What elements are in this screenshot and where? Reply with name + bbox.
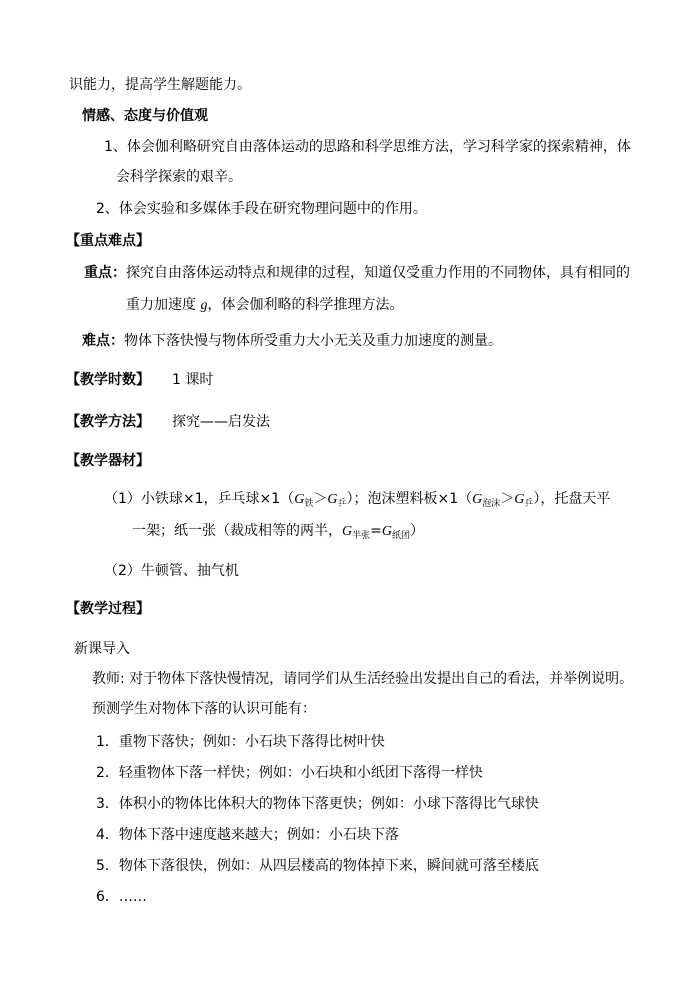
equipment-1	[104, 490, 610, 513]
emotion-item-1-cont: 会科学探索的艰辛。	[116, 169, 242, 185]
equip1-g6: G	[381, 524, 392, 539]
equipment-1-cont	[132, 522, 424, 545]
equip1-g3: G	[472, 492, 483, 507]
equip1-sub3: 泡沫	[482, 499, 501, 509]
prediction-item-2: 2．轻重物体下落一样快；例如：小石块和小纸团下落得一样快	[96, 765, 483, 781]
difficulty-text: 物体下落快慢与物体所受重力大小无关及重力加速度的测量。	[124, 333, 502, 349]
method-value: 探究——启发法	[172, 414, 270, 430]
teaching-hours	[66, 371, 213, 389]
equip1-g2: G	[327, 492, 338, 507]
key-point-cont	[126, 296, 403, 315]
heading-hours: 【教学时数】	[66, 372, 150, 388]
equip1-d: 一架；纸一张（裁成相等的两半，	[132, 523, 342, 539]
key-text-b2: ，体会伽利略的科学推理方法。	[207, 297, 404, 313]
heading-process: 【教学过程】	[66, 601, 150, 617]
equip1-sub2: 乒	[337, 499, 347, 509]
new-lesson-intro: 新课导入	[74, 641, 130, 657]
text-line-1: 识能力，提高学生解题能力。	[69, 77, 251, 93]
key-text-b1: 重力加速度	[126, 297, 196, 313]
gravity-g-symbol: g	[200, 298, 208, 313]
equipment-2: （2）牛顿管、抽气机	[104, 563, 239, 579]
teaching-method	[66, 413, 270, 431]
equip1-sub5: 半张	[352, 531, 371, 541]
hours-value: 1 课时	[172, 372, 214, 388]
equip1-gt2: ＞	[500, 491, 515, 507]
equip1-sub4: 乒	[524, 499, 534, 509]
equip1-b: ）；泡沫塑料板×1（	[346, 491, 473, 507]
heading-method: 【教学方法】	[66, 414, 150, 430]
section-emotion-heading: 情感、态度与价值观	[82, 108, 208, 124]
equip1-g4: G	[514, 492, 525, 507]
equip1-sub1: 铁	[304, 499, 314, 509]
prediction-item-3: 3．体积小的物体比体积大的物体下落更快；例如：小球下落得比气球快	[96, 796, 539, 812]
equip1-e: ）	[410, 523, 425, 539]
key-label: 重点：	[84, 265, 126, 281]
difficulty-point	[82, 332, 502, 350]
key-text: 探究自由落体运动特点和规律的过程，知道仅受重力作用的不同物体，具有相同的	[126, 265, 630, 281]
equip1-sub6: 纸团	[392, 531, 411, 541]
equip1-a: （1）小铁球×1，乒乓球×1（	[104, 491, 295, 507]
key-point	[84, 264, 630, 282]
emotion-item-1: 1、体会伽利略研究自由落体运动的思路和科学思维方法，学习科学家的探索精神，体	[104, 139, 631, 155]
heading-equipment: 【教学器材】	[66, 453, 150, 469]
difficulty-label: 难点：	[82, 333, 124, 349]
prediction-item-5: 5．物体下落很快，例如：从四层楼高的物体掉下来，瞬间就可落至楼底	[96, 858, 539, 874]
equip1-eq: =	[370, 523, 382, 539]
emotion-item-2: 2、体会实验和多媒体手段在研究物理问题中的作用。	[96, 201, 427, 217]
equip1-c: ），托盘天平	[533, 491, 611, 507]
teacher-prompt: 教师: 对于物体下落快慢情况，请同学们从生活经验出发提出自己的看法，并举例说明。	[92, 671, 634, 687]
equip1-g5: G	[342, 524, 353, 539]
prediction-item-6: 6．……	[96, 889, 147, 905]
prediction-item-4: 4．物体下落中速度越来越大；例如：小石块下落	[96, 827, 399, 843]
prediction-intro: 预测学生对物体下落的认识可能有：	[92, 701, 316, 717]
equip1-gt1: ＞	[313, 491, 328, 507]
heading-key-difficulty: 【重点难点】	[66, 233, 150, 249]
equip1-g1: G	[294, 492, 305, 507]
prediction-item-1: 1．重物下落快；例如：小石块下落得比树叶快	[96, 734, 385, 750]
